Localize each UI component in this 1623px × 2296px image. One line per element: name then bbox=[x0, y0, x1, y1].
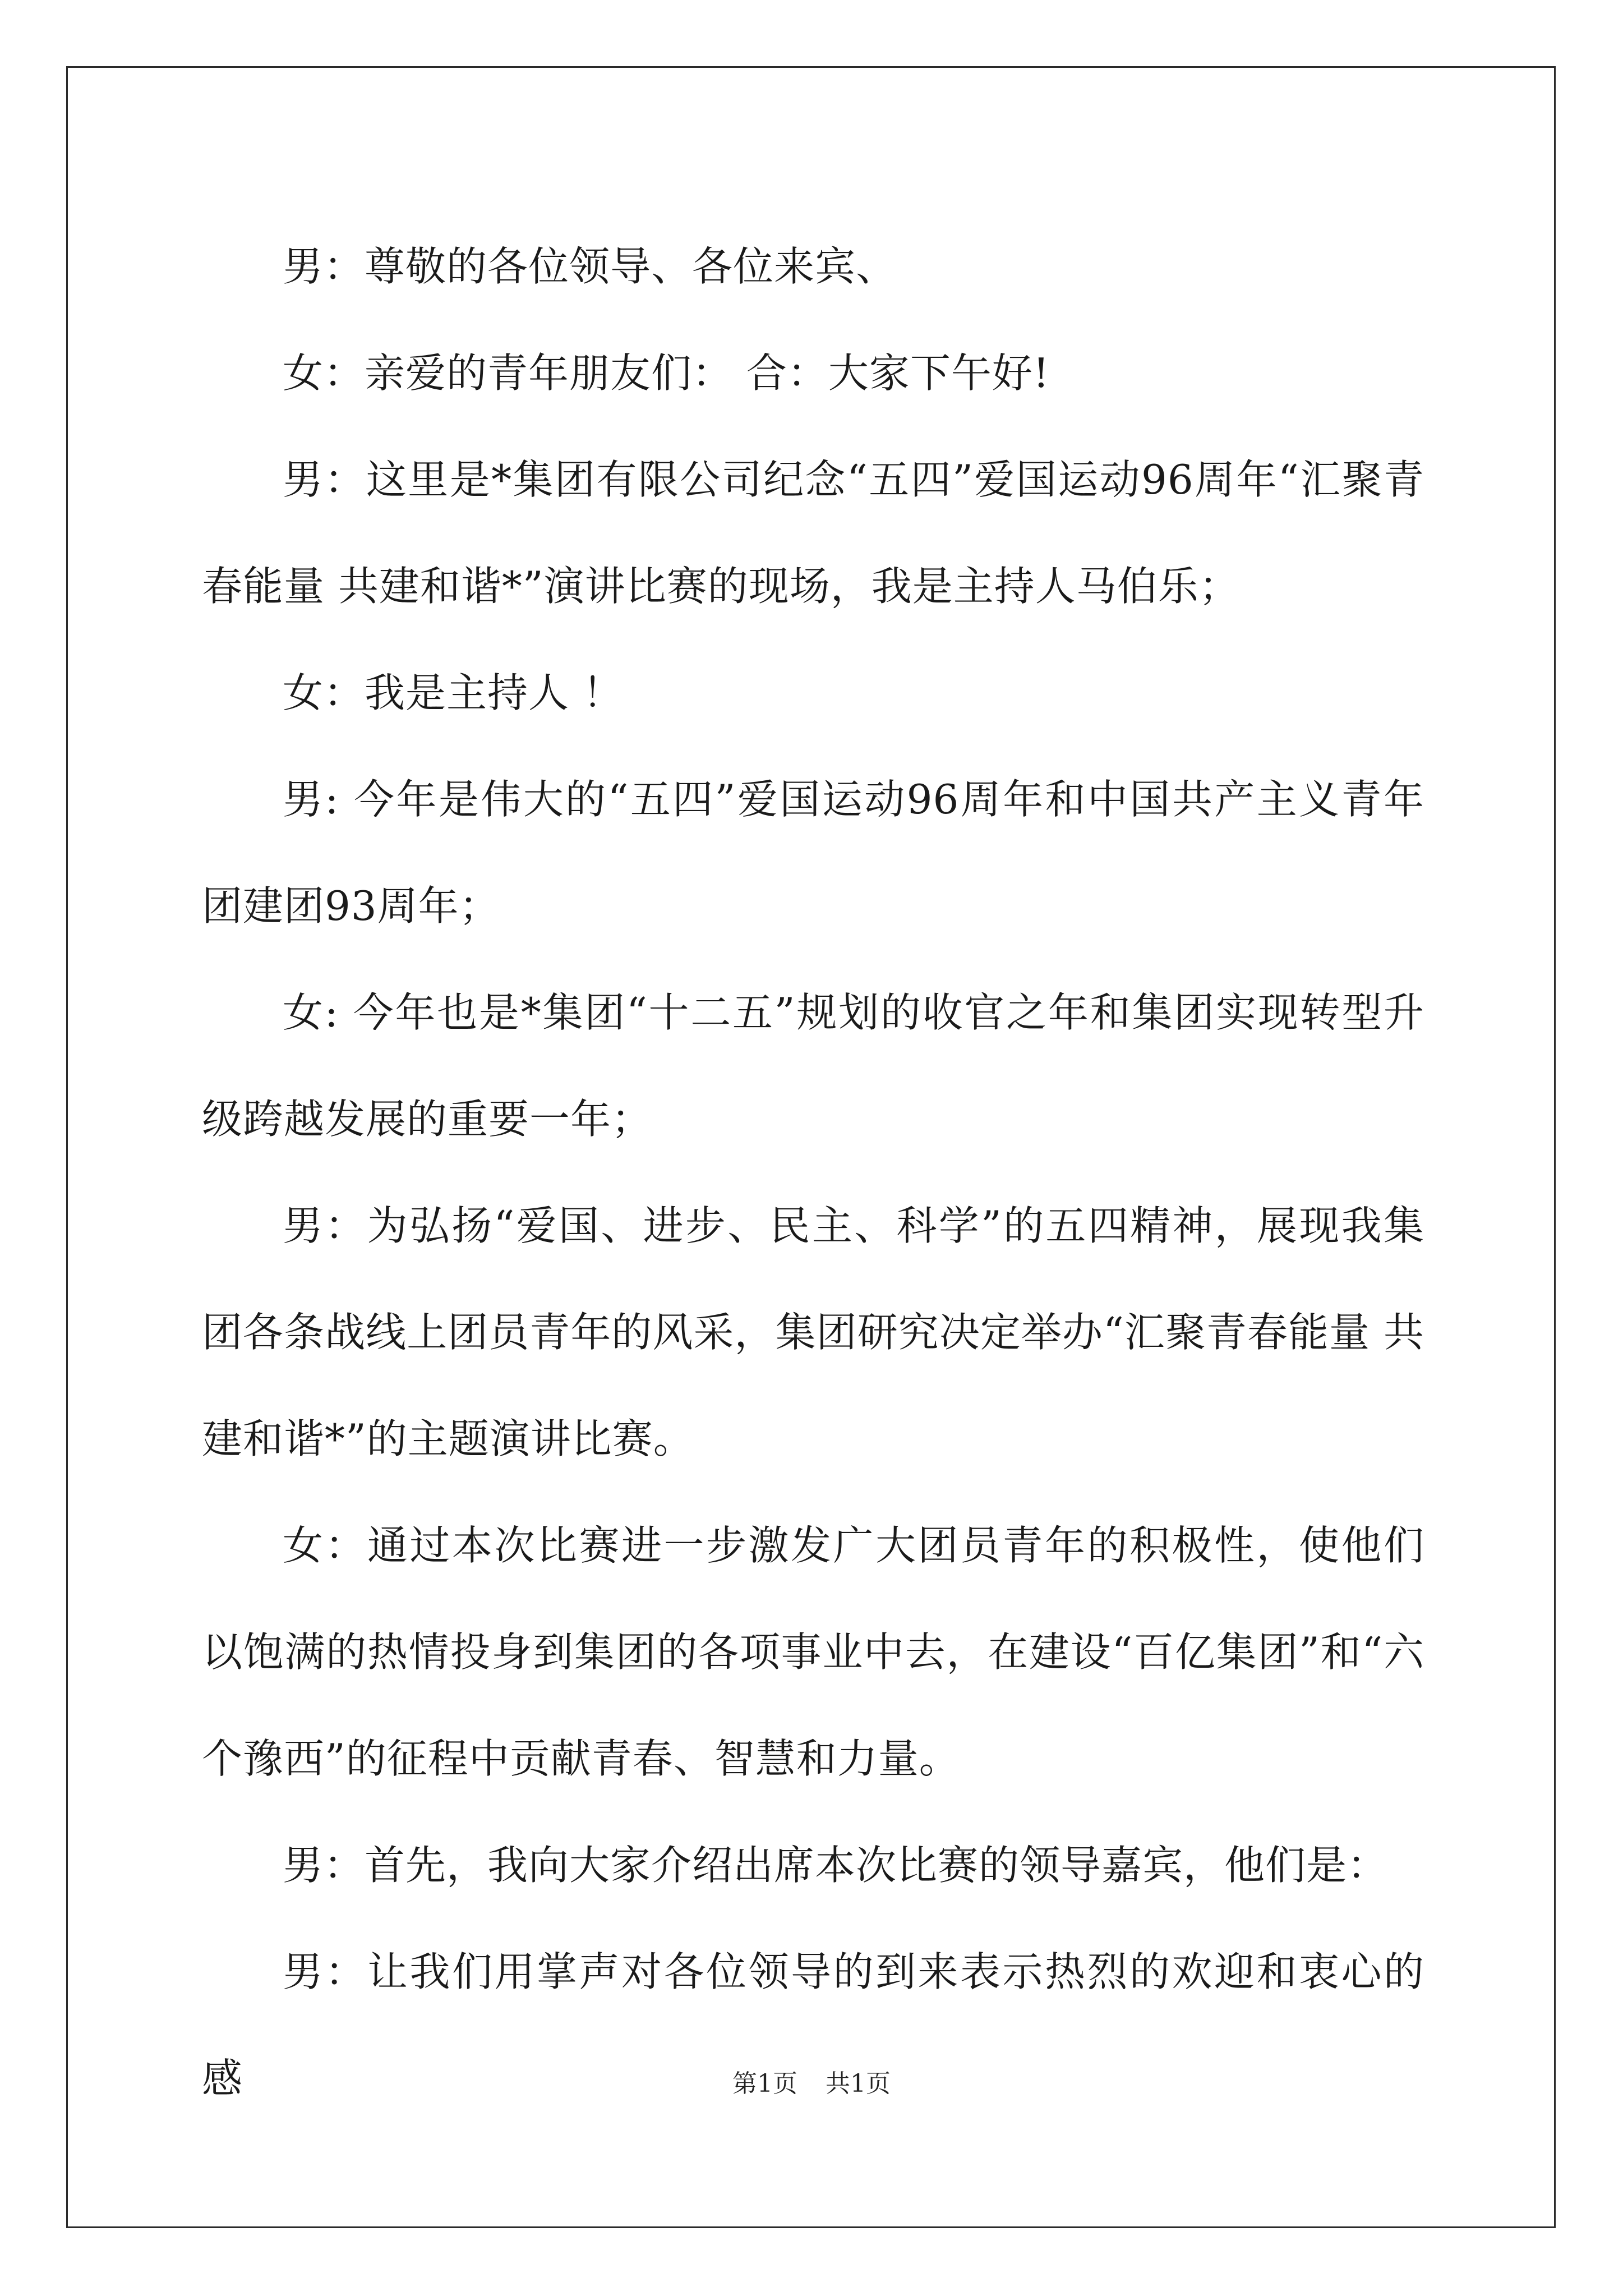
paragraph: 男：尊敬的各位领导、各位来宾、 bbox=[283, 243, 897, 290]
paragraph: 男: 今年是伟大的“五四”爱国运动96周年和中国共产主义青年团建团93周年； bbox=[202, 776, 1424, 930]
paragraph: 女：亲爱的青年朋友们： 合：大家下午好! bbox=[283, 349, 1050, 397]
page-total: 共1页 bbox=[826, 2069, 891, 2098]
paragraph: 男：让我们用掌声对各位领导的到来表示热烈的欢迎和衷心的感 bbox=[202, 1948, 1424, 2102]
document-body bbox=[202, 213, 1424, 2132]
paragraph: 女：我是主持人 ！ bbox=[283, 669, 624, 716]
paragraph: 女：通过本次比赛进一步激发广大团员青年的积极性，使他们以饱满的热情投身到集团的各项事业中去，在建设“百亿集团”和“六个豫西”的征程中贡献青春、智慧和力量。 bbox=[202, 1522, 1424, 1782]
paragraph: 男：这里是*集团有限公司纪念“五四”爱国运动96周年“汇聚青春能量 共建和谐*”演讲比赛的现场，我是主持人马伯乐； bbox=[202, 456, 1424, 610]
page-number: 第1页 bbox=[732, 2069, 797, 2098]
paragraph: 女: 今年也是*集团“十二五”规划的收官之年和集团实现转型升级跨越发展的重要一年； bbox=[202, 989, 1424, 1143]
page-footer bbox=[0, 2067, 1623, 2101]
paragraph: 男：首先，我向大家介绍出席本次比赛的领导嘉宾，他们是： bbox=[283, 1842, 1389, 1889]
paragraph: 男：为弘扬“爱国、进步、民主、科学”的五四精神，展现我集团各条战线上团员青年的风采，集团研究决定举办“汇聚青春能量 共建和谐*”的主题演讲比赛。 bbox=[202, 1202, 1424, 1462]
